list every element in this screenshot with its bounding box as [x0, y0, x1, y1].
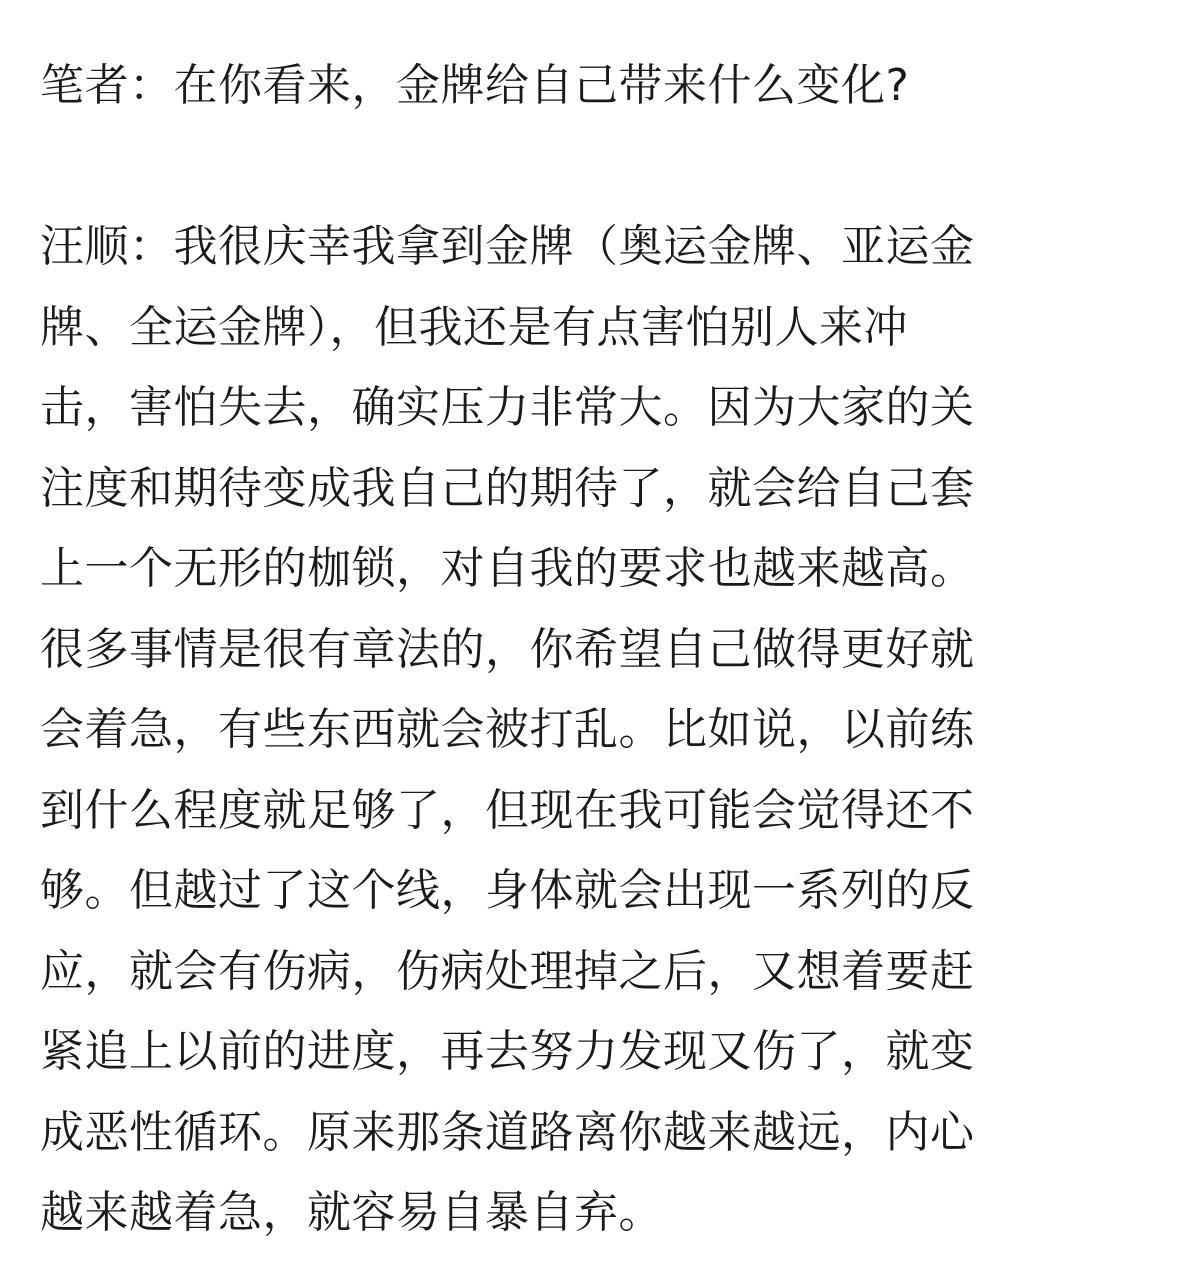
interview-answer — [40, 207, 1140, 1254]
answer-line: 够。但越过了这个线，身体就会出现一系列的反 — [40, 865, 975, 916]
answer-line: 很多事情是很有章法的，你希望自己做得更好就 — [40, 623, 975, 675]
answer-line: 紧追上以前的进度，再去努力发现又伤了，就变 — [40, 1026, 975, 1077]
answer-line: 会着急，有些东西就会被打乱。比如说，以前练 — [40, 704, 975, 755]
question-text: 笔者：在你看来，金牌给自己带来什么变化? — [40, 60, 910, 111]
answer-line: 汪顺：我很庆幸我拿到金牌（奥运金牌、亚运金 — [40, 221, 975, 272]
answer-line: 成恶性循环。原来那条道路离你越来越远，内心 — [40, 1106, 975, 1158]
interview-question — [40, 46, 1140, 127]
answer-line: 越来越着急，就容易自暴自弃。 — [40, 1187, 663, 1238]
answer-line: 到什么程度就足够了，但现在我可能会觉得还不 — [40, 784, 975, 836]
answer-line: 击，害怕失去，确实压力非常大。因为大家的关 — [40, 382, 975, 433]
answer-line: 上一个无形的枷锁，对自我的要求也越来越高。 — [40, 543, 975, 594]
answer-line: 牌、全运金牌），但我还是有点害怕别人来冲 — [40, 301, 908, 353]
answer-line: 注度和期待变成我自己的期待了，就会给自己套 — [40, 462, 975, 514]
answer-line: 应，就会有伤病，伤病处理掉之后，又想着要赶 — [40, 945, 975, 997]
